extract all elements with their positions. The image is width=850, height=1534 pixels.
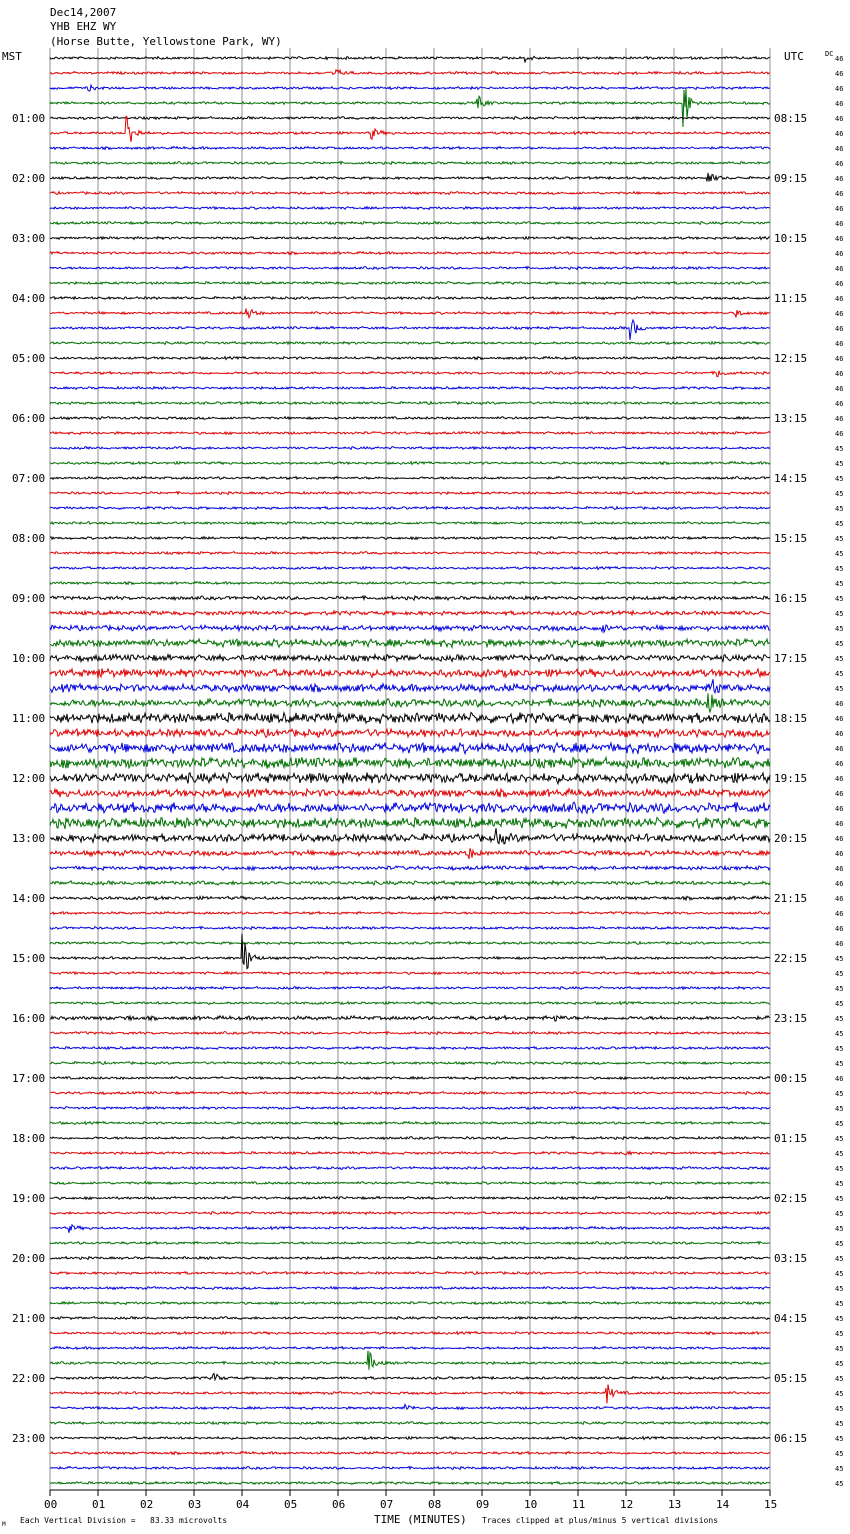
left-hour-label: 03:00 (12, 232, 46, 245)
trace-line (50, 267, 770, 270)
dc-value: 45 (835, 460, 844, 468)
left-hour-label: 09:00 (12, 592, 46, 605)
trace-line (50, 789, 770, 798)
trace-line (50, 1225, 770, 1233)
dc-value: 46 (835, 250, 844, 258)
trace-line (50, 1107, 770, 1110)
trace-line (50, 693, 770, 712)
trace-line (50, 1351, 770, 1370)
dc-value: 45 (835, 1375, 844, 1383)
left-hour-label: 07:00 (12, 472, 46, 485)
dc-value: 45 (835, 1330, 844, 1338)
trace-line (50, 655, 770, 662)
trace-line (50, 567, 770, 570)
dc-value: 45 (835, 1360, 844, 1368)
trace-line (50, 866, 770, 870)
trace-line (50, 729, 770, 738)
x-tick-label: 10 (524, 1498, 538, 1511)
trace-line (50, 1197, 770, 1200)
dc-value: 45 (835, 1195, 844, 1203)
trace-line (50, 147, 770, 150)
dc-value: 45 (835, 520, 844, 528)
dc-value: 45 (835, 1285, 844, 1293)
x-tick-label: 09 (476, 1498, 490, 1511)
x-tick-label: 11 (572, 1498, 586, 1511)
right-hour-label: 19:15 (774, 772, 808, 785)
dc-value: 46 (835, 175, 844, 183)
header-location: (Horse Butte, Yellowstone Park, WY) (50, 35, 282, 48)
dc-value: 46 (835, 805, 844, 813)
trace-line (50, 1482, 770, 1485)
trace-line (50, 1032, 770, 1035)
dc-value: 46 (835, 835, 844, 843)
trace-line (50, 912, 770, 915)
left-hour-label: 12:00 (12, 772, 46, 785)
trace-group (50, 56, 770, 1484)
trace-line (50, 1167, 770, 1170)
right-hour-label: 04:15 (774, 1312, 808, 1325)
left-hour-label: 16:00 (12, 1012, 46, 1025)
trace-line (50, 522, 770, 525)
left-hour-label: 23:00 (12, 1432, 46, 1445)
trace-line (50, 1152, 770, 1155)
dc-value: 46 (835, 880, 844, 888)
scale-note: Each Vertical Division = 83.33 microvolts (20, 1516, 228, 1525)
dc-value: 46 (835, 100, 844, 108)
dc-value: 45 (835, 1270, 844, 1278)
x-tick-label: 15 (764, 1498, 778, 1511)
dc-value: 45 (835, 1150, 844, 1158)
trace-line (50, 1272, 770, 1275)
x-tick-label: 03 (188, 1498, 202, 1511)
trace-line (50, 625, 770, 632)
trace-line (50, 89, 770, 127)
dc-value: 46 (835, 385, 844, 393)
dc-value: 45 (835, 1405, 844, 1413)
trace-line (50, 1137, 770, 1140)
dc-value: 46 (835, 910, 844, 918)
trace-line (50, 942, 770, 945)
trace-line (50, 1092, 770, 1095)
dc-value: 45 (835, 445, 844, 453)
dc-value: 45 (835, 970, 844, 978)
dc-value: 46 (835, 190, 844, 198)
right-timezone-label: UTC (784, 50, 804, 63)
left-hour-label: 18:00 (12, 1132, 46, 1145)
trace-line (50, 320, 770, 340)
dc-value: 45 (835, 1015, 844, 1023)
dc-value: 46 (835, 55, 844, 63)
dc-value: 45 (835, 535, 844, 543)
trace-line (50, 1077, 770, 1080)
dc-value: 45 (835, 550, 844, 558)
right-hour-label: 20:15 (774, 832, 808, 845)
dc-value: 46 (835, 730, 844, 738)
trace-line (50, 1452, 770, 1455)
trace-line (50, 1467, 770, 1470)
trace-line (50, 611, 770, 615)
x-tick-label: 13 (668, 1498, 682, 1511)
dc-value: 46 (835, 280, 844, 288)
trace-line (50, 802, 770, 813)
dc-value: 45 (835, 610, 844, 618)
trace-line (50, 1242, 770, 1245)
trace-line (50, 417, 770, 420)
dc-value: 46 (835, 415, 844, 423)
dc-value: 45 (835, 655, 844, 663)
dc-value: 46 (835, 775, 844, 783)
trace-line (50, 1384, 770, 1403)
trace-line (50, 371, 770, 377)
right-hour-label: 15:15 (774, 532, 808, 545)
dc-value: 46 (835, 790, 844, 798)
trace-line (50, 1182, 770, 1185)
dc-value: 46 (835, 715, 844, 723)
right-hour-label: 10:15 (774, 232, 808, 245)
dc-value: 45 (835, 1315, 844, 1323)
dc-value: 46 (835, 70, 844, 78)
dc-value: 46 (835, 760, 844, 768)
trace-line (50, 1287, 770, 1290)
left-hour-label: 08:00 (12, 532, 46, 545)
dc-value: 45 (835, 1390, 844, 1398)
dc-value: 46 (835, 85, 844, 93)
trace-line (50, 173, 770, 182)
dc-value: 46 (835, 235, 844, 243)
dc-value: 46 (835, 145, 844, 153)
dc-value: 46 (835, 940, 844, 948)
right-hour-label: 12:15 (774, 352, 808, 365)
trace-line (50, 387, 770, 390)
x-tick-label: 04 (236, 1498, 250, 1511)
trace-line (50, 773, 770, 784)
trace-line (50, 1374, 770, 1380)
dc-value: 46 (835, 895, 844, 903)
trace-line (50, 1047, 770, 1050)
trace-line (50, 552, 770, 555)
x-tick-label: 14 (716, 1498, 730, 1511)
right-hour-label: 02:15 (774, 1192, 808, 1205)
trace-line (50, 596, 770, 600)
dc-value: 45 (835, 1450, 844, 1458)
dc-value: 45 (835, 1090, 844, 1098)
left-hour-label: 10:00 (12, 652, 46, 665)
trace-line (50, 987, 770, 990)
right-hour-label: 22:15 (774, 952, 808, 965)
dc-label: DC (825, 50, 834, 58)
right-hour-label: 01:15 (774, 1132, 808, 1145)
dc-value: 46 (835, 115, 844, 123)
trace-line (50, 1332, 770, 1335)
trace-line (50, 192, 770, 195)
left-timezone-label: MST (2, 50, 22, 63)
trace-line (50, 70, 770, 75)
left-hour-label: 20:00 (12, 1252, 46, 1265)
dc-value: 45 (835, 490, 844, 498)
dc-value: 45 (835, 1225, 844, 1233)
right-hour-label: 11:15 (774, 292, 808, 305)
trace-line (50, 582, 770, 585)
left-hour-label: 14:00 (12, 892, 46, 905)
left-hour-label: 22:00 (12, 1372, 46, 1385)
dc-value: 45 (835, 1000, 844, 1008)
dc-value: 46 (835, 160, 844, 168)
dc-value: 45 (835, 1480, 844, 1488)
trace-line (50, 56, 770, 62)
trace-line (50, 207, 770, 210)
right-hour-label: 23:15 (774, 1012, 808, 1025)
header-date: Dec14,2007 (50, 6, 117, 19)
trace-line (50, 447, 770, 450)
trace-line (50, 237, 770, 240)
trace-line (50, 297, 770, 300)
dc-value: 45 (835, 955, 844, 963)
right-hour-label: 06:15 (774, 1432, 808, 1445)
trace-line (50, 1317, 770, 1320)
dc-value: 46 (835, 370, 844, 378)
dc-value: 46 (835, 355, 844, 363)
trace-line (50, 462, 770, 465)
left-hour-label: 19:00 (12, 1192, 46, 1205)
trace-line (50, 309, 770, 318)
trace-line (50, 896, 770, 900)
left-hour-label: 15:00 (12, 952, 46, 965)
header-station: YHB EHZ WY (50, 20, 117, 33)
trace-line (50, 1016, 770, 1021)
trace-line (50, 537, 770, 540)
trace-line (50, 507, 770, 510)
dc-value: 45 (835, 1435, 844, 1443)
dc-value: 45 (835, 1420, 844, 1428)
trace-line (50, 881, 770, 885)
dc-value: 46 (835, 700, 844, 708)
x-tick-label: 06 (332, 1498, 346, 1511)
trace-line (50, 1302, 770, 1305)
dc-value: 46 (835, 850, 844, 858)
corner-mark: M (2, 1521, 6, 1528)
trace-line (50, 848, 770, 859)
dc-value: 46 (835, 205, 844, 213)
dc-value: 46 (835, 130, 844, 138)
trace-line (50, 1405, 770, 1410)
dc-value: 45 (835, 985, 844, 993)
trace-line (50, 492, 770, 495)
right-hour-label: 08:15 (774, 112, 808, 125)
dc-value: 46 (835, 400, 844, 408)
x-tick-label: 12 (620, 1498, 634, 1511)
x-tick-label: 02 (140, 1498, 154, 1511)
trace-line (50, 85, 770, 91)
left-hour-label: 11:00 (12, 712, 46, 725)
left-hour-label: 21:00 (12, 1312, 46, 1325)
dc-value: 46 (835, 820, 844, 828)
dc-value: 45 (835, 1045, 844, 1053)
dc-value: 45 (835, 505, 844, 513)
right-hour-label: 16:15 (774, 592, 808, 605)
right-hour-label: 17:15 (774, 652, 808, 665)
minute-gridlines (50, 48, 770, 1490)
dc-value: 45 (835, 1135, 844, 1143)
dc-value: 46 (835, 220, 844, 228)
right-hour-label: 14:15 (774, 472, 808, 485)
left-time-labels (12, 112, 45, 1445)
trace-line (50, 817, 770, 829)
trace-line (50, 477, 770, 480)
trace-line (50, 342, 770, 345)
trace-line (50, 712, 770, 723)
left-hour-label: 13:00 (12, 832, 46, 845)
trace-line (50, 432, 770, 435)
trace-line (50, 1062, 770, 1065)
dc-value: 45 (835, 1105, 844, 1113)
dc-value: 45 (835, 1300, 844, 1308)
dc-value: 46 (835, 1075, 844, 1083)
trace-line (50, 282, 770, 285)
right-hour-label: 05:15 (774, 1372, 808, 1385)
dc-value: 45 (835, 580, 844, 588)
x-tick-label: 05 (284, 1498, 298, 1511)
dc-value: 45 (835, 565, 844, 573)
trace-line (50, 1347, 770, 1350)
right-hour-label: 03:15 (774, 1252, 808, 1265)
left-hour-label: 06:00 (12, 412, 46, 425)
trace-line (50, 117, 770, 120)
trace-line (50, 252, 770, 255)
dc-value: 46 (835, 310, 844, 318)
dc-value: 45 (835, 1345, 844, 1353)
dc-value: 45 (835, 670, 844, 678)
trace-line (50, 668, 770, 678)
dc-value: 45 (835, 1120, 844, 1128)
trace-line (50, 1212, 770, 1215)
right-hour-label: 09:15 (774, 172, 808, 185)
left-hour-label: 04:00 (12, 292, 46, 305)
dc-value: 45 (835, 1060, 844, 1068)
trace-line (50, 116, 770, 142)
dc-value: 45 (835, 595, 844, 603)
left-hour-label: 01:00 (12, 112, 46, 125)
trace-line (50, 679, 770, 692)
x-axis (44, 1490, 777, 1511)
trace-line (50, 1437, 770, 1440)
dc-value: 45 (835, 685, 844, 693)
dc-value: 45 (835, 625, 844, 633)
trace-line (50, 757, 770, 768)
right-hour-label: 13:15 (774, 412, 808, 425)
trace-line (50, 934, 770, 969)
x-tick-label: 01 (92, 1498, 106, 1511)
trace-line (50, 1122, 770, 1125)
dc-value: 45 (835, 1465, 844, 1473)
left-hour-label: 02:00 (12, 172, 46, 185)
trace-line (50, 743, 770, 754)
left-hour-label: 17:00 (12, 1072, 46, 1085)
dc-value: 45 (835, 1255, 844, 1263)
left-hour-label: 05:00 (12, 352, 46, 365)
trace-line (50, 927, 770, 930)
dc-value: 45 (835, 475, 844, 483)
trace-line (50, 1257, 770, 1260)
clip-note: Traces clipped at plus/minus 5 vertical divisions (482, 1516, 719, 1525)
x-tick-label: 07 (380, 1498, 394, 1511)
right-hour-label: 00:15 (774, 1072, 808, 1085)
dc-value: 45 (835, 640, 844, 648)
x-tick-label: 00 (44, 1498, 58, 1511)
dc-value: 45 (835, 1180, 844, 1188)
dc-value: 45 (835, 1240, 844, 1248)
dc-value: 46 (835, 340, 844, 348)
trace-line (50, 639, 770, 648)
trace-line (50, 828, 770, 844)
dc-value: 45 (835, 1210, 844, 1218)
dc-value: 46 (835, 295, 844, 303)
x-axis-title: TIME (MINUTES) (374, 1513, 467, 1526)
trace-line (50, 357, 770, 360)
dc-value: 46 (835, 865, 844, 873)
x-tick-label: 08 (428, 1498, 442, 1511)
dc-value: 45 (835, 1030, 844, 1038)
trace-line (50, 402, 770, 405)
dc-value: 46 (835, 925, 844, 933)
dc-value: 46 (835, 430, 844, 438)
dc-value: 46 (835, 745, 844, 753)
trace-line (50, 1422, 770, 1425)
trace-line (50, 222, 770, 225)
dc-value: 45 (835, 1165, 844, 1173)
right-hour-label: 21:15 (774, 892, 808, 905)
right-time-labels (774, 112, 807, 1445)
dc-value: 46 (835, 265, 844, 273)
dc-offset-values (835, 55, 843, 1488)
right-hour-label: 18:15 (774, 712, 808, 725)
trace-line (50, 972, 770, 975)
dc-value: 46 (835, 325, 844, 333)
trace-line (50, 162, 770, 165)
trace-line (50, 1002, 770, 1005)
